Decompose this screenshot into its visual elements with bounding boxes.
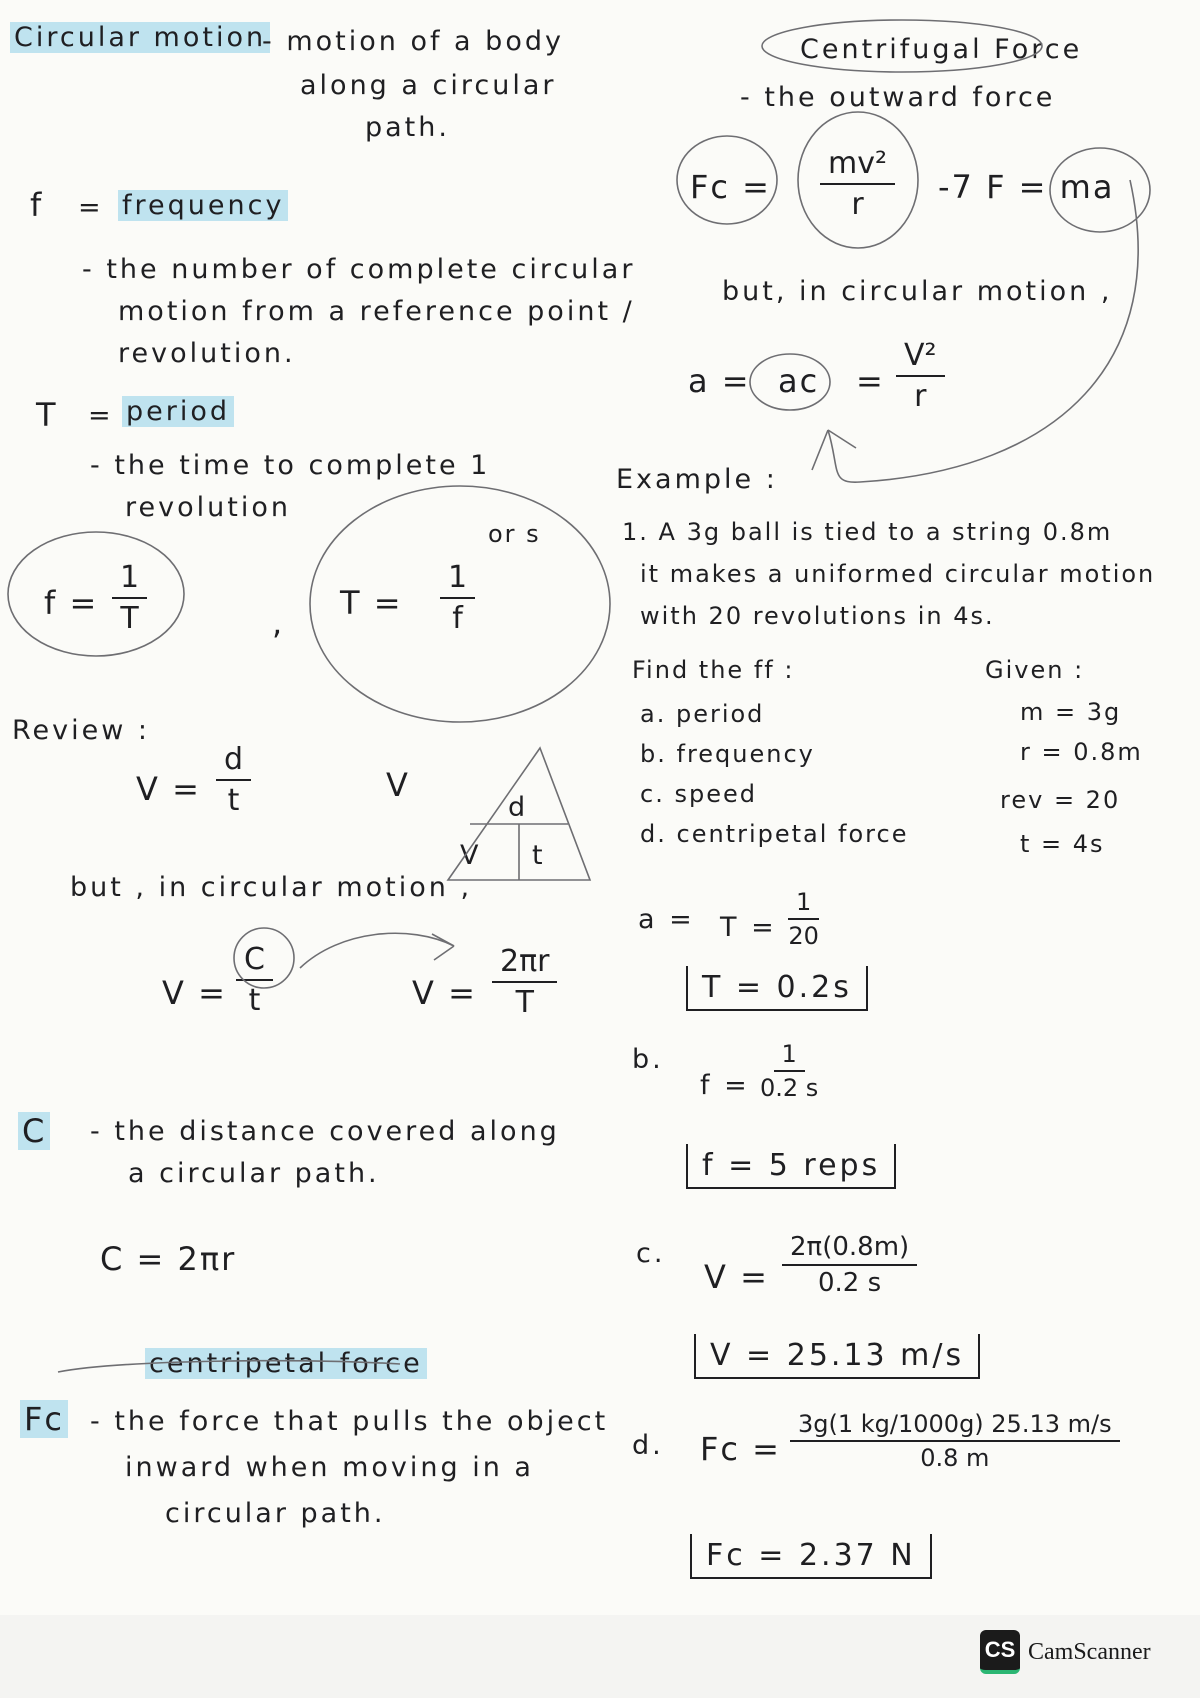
centrifugal-fc-lhs: Fc = bbox=[690, 168, 771, 206]
sol-c-answer-box: V = 25.13 m/s bbox=[694, 1334, 980, 1379]
formula-comma: , bbox=[272, 604, 285, 642]
sol-a-label: a = bbox=[638, 904, 695, 935]
find-item-c: c. speed bbox=[640, 780, 757, 808]
triangle-v-label: V bbox=[460, 840, 482, 871]
v2-fraction bbox=[492, 944, 557, 1020]
centrifugal-force-term: Centrifugal Force bbox=[800, 34, 1083, 65]
frequency-def-1: - the number of complete circular bbox=[82, 254, 636, 285]
period-term: period bbox=[122, 396, 234, 427]
fc-def-3: circular path. bbox=[165, 1498, 386, 1529]
sol-d-label: d. bbox=[632, 1430, 664, 1461]
v2-lhs: V = bbox=[412, 974, 477, 1012]
review-label: Review : bbox=[12, 715, 151, 746]
given-t: t = 4s bbox=[1020, 830, 1105, 858]
c-def-2: a circular path. bbox=[128, 1158, 380, 1189]
sol-a-numerator: 1 bbox=[788, 888, 819, 920]
sol-a-expr-lhs: T = bbox=[720, 912, 777, 943]
T-formula-fraction bbox=[440, 560, 475, 636]
or-s-note: or s bbox=[488, 520, 541, 548]
v-circ-denominator: t bbox=[248, 983, 261, 1018]
sol-c-lhs: V = bbox=[704, 1258, 769, 1296]
ac-symbol: ac bbox=[778, 362, 820, 400]
centrifugal-def: - the outward force bbox=[740, 82, 1056, 113]
a-numerator: V² bbox=[896, 338, 945, 377]
fc-def-1: - the force that pulls the object bbox=[90, 1406, 609, 1437]
v2-numerator: 2πr bbox=[492, 944, 557, 983]
camscanner-logo-icon: CS bbox=[980, 1630, 1020, 1674]
v2-denominator: T bbox=[515, 985, 534, 1020]
triangle-d-label: d bbox=[508, 792, 529, 823]
sol-b-lhs: f = bbox=[700, 1070, 750, 1101]
triangle-t-label: t bbox=[532, 840, 546, 871]
sol-c-numerator: 2π(0.8m) bbox=[782, 1232, 917, 1266]
circular-motion-def-3: path. bbox=[365, 112, 450, 143]
f-symbol: f bbox=[30, 186, 44, 224]
frequency-def-3: revolution. bbox=[118, 338, 296, 369]
sol-d-lhs: Fc = bbox=[700, 1430, 781, 1468]
v-formula-numerator: d bbox=[216, 742, 251, 781]
problem-line-1: 1. A 3g ball is tied to a string 0.8m bbox=[622, 518, 1113, 546]
camscanner-brand: CamScanner bbox=[1028, 1638, 1151, 1665]
arrow-to-f-ma: -7 F = ma bbox=[938, 168, 1115, 206]
centrifugal-denominator: r bbox=[851, 187, 864, 222]
c-formula: C = 2πr bbox=[100, 1240, 237, 1278]
problem-line-3: with 20 revolutions in 4s. bbox=[640, 602, 995, 630]
a-denominator: r bbox=[914, 379, 927, 414]
fc-def-2: inward when moving in a bbox=[125, 1452, 534, 1483]
sol-b-answer-box: f = 5 reps bbox=[686, 1144, 896, 1189]
circular-motion-def-2: along a circular bbox=[300, 70, 557, 101]
v-formula-fraction bbox=[216, 742, 251, 818]
c-symbol: C bbox=[18, 1112, 50, 1150]
T-formula-lhs: T = bbox=[340, 584, 403, 622]
f-equals: = bbox=[78, 192, 104, 223]
sol-c-fraction bbox=[782, 1232, 917, 1298]
v-circ-fraction bbox=[236, 942, 273, 1018]
period-def-2: revolution bbox=[125, 492, 291, 523]
sol-d-denominator: 0.8 m bbox=[920, 1444, 990, 1472]
sol-b-numerator: 1 bbox=[774, 1040, 805, 1072]
find-item-a: a. period bbox=[640, 700, 765, 728]
sol-b-fraction bbox=[760, 1040, 818, 1102]
given-rev: rev = 20 bbox=[1000, 786, 1121, 814]
sol-d-fraction bbox=[790, 1410, 1120, 1472]
given-r: r = 0.8m bbox=[1020, 738, 1143, 766]
sol-c-denominator: 0.2 s bbox=[818, 1268, 882, 1298]
T-formula-denominator: f bbox=[452, 601, 463, 636]
f-formula-fraction bbox=[112, 560, 147, 636]
v-side-label: V bbox=[386, 766, 410, 804]
c-def-1: - the distance covered along bbox=[90, 1116, 560, 1147]
sol-b-denominator: 0.2 s bbox=[760, 1074, 819, 1102]
given-m: m = 3g bbox=[1020, 698, 1122, 726]
centrifugal-numerator: mv² bbox=[820, 146, 895, 185]
circular-motion-term: Circular motion bbox=[10, 22, 270, 53]
v-formula-lhs: V = bbox=[136, 770, 201, 808]
f-formula-lhs: f = bbox=[44, 584, 99, 622]
sol-d-numerator: 3g(1 kg/1000g) 25.13 m/s bbox=[790, 1410, 1120, 1442]
v-circ-numerator: C bbox=[236, 942, 273, 981]
period-def-1: - the time to complete 1 bbox=[90, 450, 491, 481]
find-item-d: d. centripetal force bbox=[640, 820, 909, 848]
T-symbol: T bbox=[36, 396, 58, 434]
but-circular-line: but , in circular motion , bbox=[70, 872, 473, 903]
a-lhs: a = bbox=[688, 362, 751, 400]
example-label: Example : bbox=[616, 464, 778, 495]
right-but-circular-line: but, in circular motion , bbox=[722, 276, 1113, 307]
T-formula-numerator: 1 bbox=[440, 560, 475, 599]
circular-motion-def-1: - motion of a body bbox=[262, 26, 564, 57]
sol-c-label: c. bbox=[636, 1238, 666, 1269]
centrifugal-fraction bbox=[820, 146, 895, 222]
given-label: Given : bbox=[985, 656, 1085, 684]
find-item-b: b. frequency bbox=[640, 740, 815, 768]
centripetal-force-term: centripetal force bbox=[145, 1348, 427, 1379]
a-fraction bbox=[896, 338, 945, 414]
find-label: Find the ff : bbox=[632, 656, 795, 684]
sol-b-label: b. bbox=[632, 1044, 664, 1075]
sol-d-answer-box: Fc = 2.37 N bbox=[690, 1534, 932, 1579]
sol-a-answer-box: T = 0.2s bbox=[686, 966, 868, 1011]
v-circ-lhs: V = bbox=[162, 974, 227, 1012]
T-equals: = bbox=[88, 400, 114, 431]
sol-a-fraction bbox=[788, 888, 819, 950]
fc-symbol: Fc bbox=[20, 1400, 68, 1438]
frequency-term: frequency bbox=[118, 190, 288, 221]
f-formula-numerator: 1 bbox=[112, 560, 147, 599]
frequency-def-2: motion from a reference point / bbox=[118, 296, 635, 327]
camscanner-watermark bbox=[980, 1630, 1151, 1674]
f-formula-denominator: T bbox=[120, 601, 139, 636]
problem-line-2: it makes a uniformed circular motion bbox=[640, 560, 1156, 588]
v-formula-denominator: t bbox=[227, 783, 240, 818]
a-equals-2: = bbox=[856, 362, 885, 400]
sol-a-denominator: 20 bbox=[788, 922, 819, 950]
